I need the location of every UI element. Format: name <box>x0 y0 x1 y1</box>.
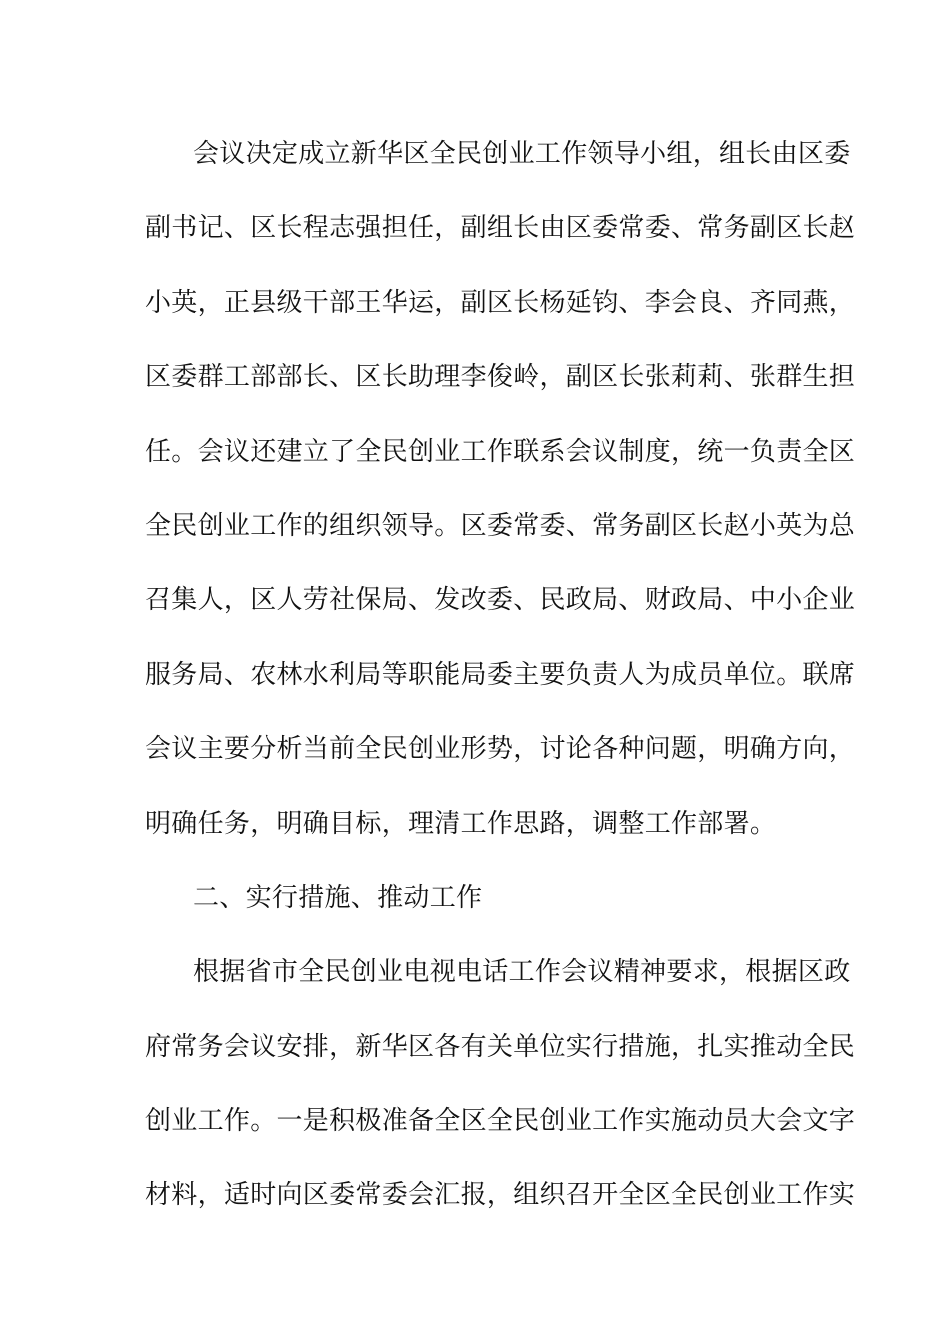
paragraph-line: 创业工作。一是积极准备全区全民创业工作实施动员大会文字 <box>145 1106 856 1137</box>
paragraph-line: 服务局、农林水利局等职能局委主要负责人为成员单位。联席 <box>145 659 856 690</box>
paragraph-line: 任。会议还建立了全民创业工作联系会议制度，统一负责全区 <box>145 436 856 467</box>
section-heading: 二、实行措施、推动工作 <box>193 882 483 913</box>
paragraph-line: 根据省市全民创业电视电话工作会议精神要求，根据区政 <box>193 957 851 988</box>
paragraph-line: 小英，正县级干部王华运，副区长杨延钧、李会良、齐同燕， <box>145 287 856 318</box>
document-body <box>145 128 856 1244</box>
paragraph-line: 府常务会议安排，新华区各有关单位实行措施，扎实推动全民 <box>145 1031 856 1062</box>
paragraph-line: 会议主要分析当前全民创业形势，讨论各种问题，明确方向， <box>145 734 856 765</box>
paragraph-line-last: 明确任务，明确目标，理清工作思路，调整工作部署。 <box>145 808 777 839</box>
paragraph-line: 会议决定成立新华区全民创业工作领导小组，组长由区委 <box>193 139 851 169</box>
paragraph-line: 全民创业工作的组织领导。区委常委、常务副区长赵小英为总 <box>145 510 856 541</box>
paragraph-line: 副书记、区长程志强担任，副组长由区委常委、常务副区长赵 <box>145 213 856 244</box>
paragraph-line: 材料，适时向区委常委会汇报，组织召开全区全民创业工作实 <box>145 1180 856 1211</box>
paragraph-line: 召集人，区人劳社保局、发改委、民政局、财政局、中小企业 <box>145 585 856 616</box>
paragraph-line: 区委群工部部长、区长助理李俊岭，副区长张莉莉、张群生担 <box>145 362 856 393</box>
